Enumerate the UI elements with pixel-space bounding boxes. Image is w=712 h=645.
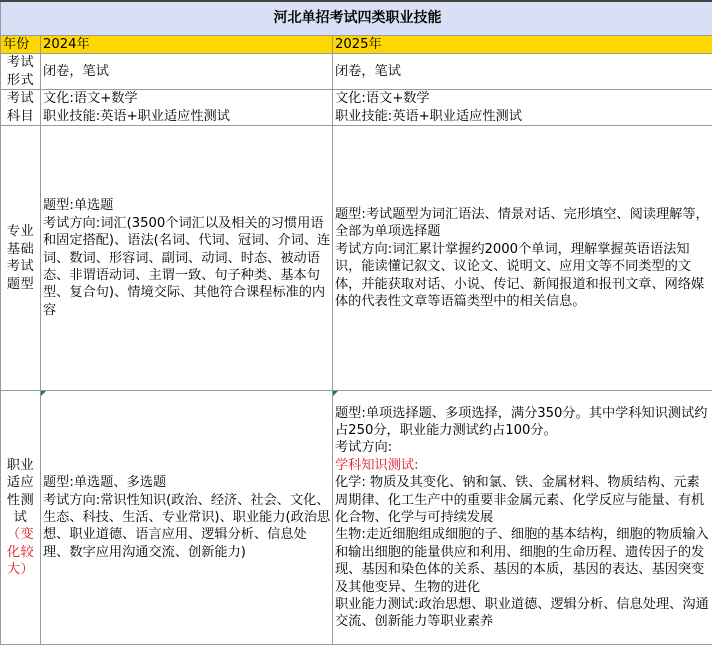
form-2024: 闭卷，笔试 (41, 54, 333, 90)
label-vocational-aptitude (1, 391, 41, 645)
row-exam-form (1, 54, 712, 90)
header-2024: 2024年 (41, 36, 333, 54)
aptitude-label-text: 职业适应性测试 (7, 458, 34, 525)
aptitude-2025 (333, 391, 712, 645)
table-title: 河北单招考试四类职业技能 (1, 1, 712, 36)
row-professional-basics (1, 126, 712, 391)
subjects-2024 (41, 90, 333, 126)
row-exam-subjects (1, 90, 712, 126)
subjects-2024-skill: 职业技能:英语+职业适应性测试 (43, 108, 332, 125)
aptitude-2024 (41, 391, 333, 645)
subjects-2025-culture: 文化:语文+数学 (335, 90, 712, 107)
aptitude-2025-ability: 职业能力测试:政治思想、职业道德、逻辑分析、信息处理、沟通交流、创新能力等职业素养 (335, 596, 712, 631)
professional-2025-type: 题型:考试题型为词汇语法、情景对话、完形填空、阅读理解等，全部为单项选择题 (335, 206, 712, 241)
aptitude-2024-type: 题型:单选题、多选题 (43, 474, 332, 491)
label-exam-subjects: 考试科目 (1, 90, 41, 126)
professional-2024-direction: 考试方向:词汇(3500个词汇以及相关的习惯用语和固定搭配)、语法(名词、代词、冠词、介词、连词、数词、形容词、副词、动词、时态、被动语态、非谓语动词、主谓一致、句子种类、基本句型、复合句)、情境交际、其他符合课程标准的内容 (43, 215, 332, 319)
year-header-row (1, 36, 712, 54)
aptitude-2025-biology: 生物:走近细胞组成细胞的子、细胞的基本结构，细胞的物质输入和输出细胞的能量供应和利用、细胞的生命历程、遗传因子的发现、基因和染色体的关系、基因的本质，基因的表达、基因突变及其他变异、生物的进化 (335, 526, 712, 596)
header-2025: 2025年 (333, 36, 712, 54)
subjects-2025-skill: 职业技能:英语+职业适应性测试 (335, 108, 712, 125)
form-2025: 闭卷，笔试 (333, 54, 712, 90)
label-professional-basics: 专业基础考试题型 (1, 126, 41, 391)
aptitude-2025-type: 题型:单项选择题、多项选择，满分350分。其中学科知识测试约占250分，职业能力测试约占100分。 (335, 405, 712, 440)
aptitude-2025-direction-label: 考试方向: (335, 439, 712, 456)
professional-2024 (41, 126, 333, 391)
subjects-2025 (333, 90, 712, 126)
label-exam-form: 考试形式 (1, 54, 41, 90)
subjects-2024-culture: 文化:语文+数学 (43, 90, 332, 107)
aptitude-2025-chemistry: 化学: 物质及其变化、钠和氯、铁、金属材料、物质结构、元素周期律、化工生产中的重要非金属元素、化学反应与能量、有机化合物、化学与可持续发展 (335, 474, 712, 526)
header-year-label: 年份 (1, 36, 41, 54)
aptitude-2025-subject-heading: 学科知识测试: (335, 457, 712, 474)
professional-2024-type: 题型:单选题 (43, 197, 332, 214)
row-vocational-aptitude (1, 391, 712, 645)
professional-2025-direction: 考试方向:词汇累计掌握约2000个单词，理解掌握英语语法知识，能读懂记叙文、议论文、说明文、应用文等不同类型的文体，并能获取对话、小说、传记、新闻报道和报刊文章、网络媒体的代表性文章等语篇类型中的相关信息。 (335, 241, 712, 311)
aptitude-change-note: （变化较大） (7, 527, 34, 577)
professional-2025 (333, 126, 712, 391)
aptitude-2024-direction: 考试方向:常识性知识(政治、经济、社会、文化、生态、科技、生活、专业常识)、职业能力(政治思想、职业道德、语言应用、逻辑分析、信息处理、数字应用沟通交流、创新能力) (43, 492, 332, 562)
